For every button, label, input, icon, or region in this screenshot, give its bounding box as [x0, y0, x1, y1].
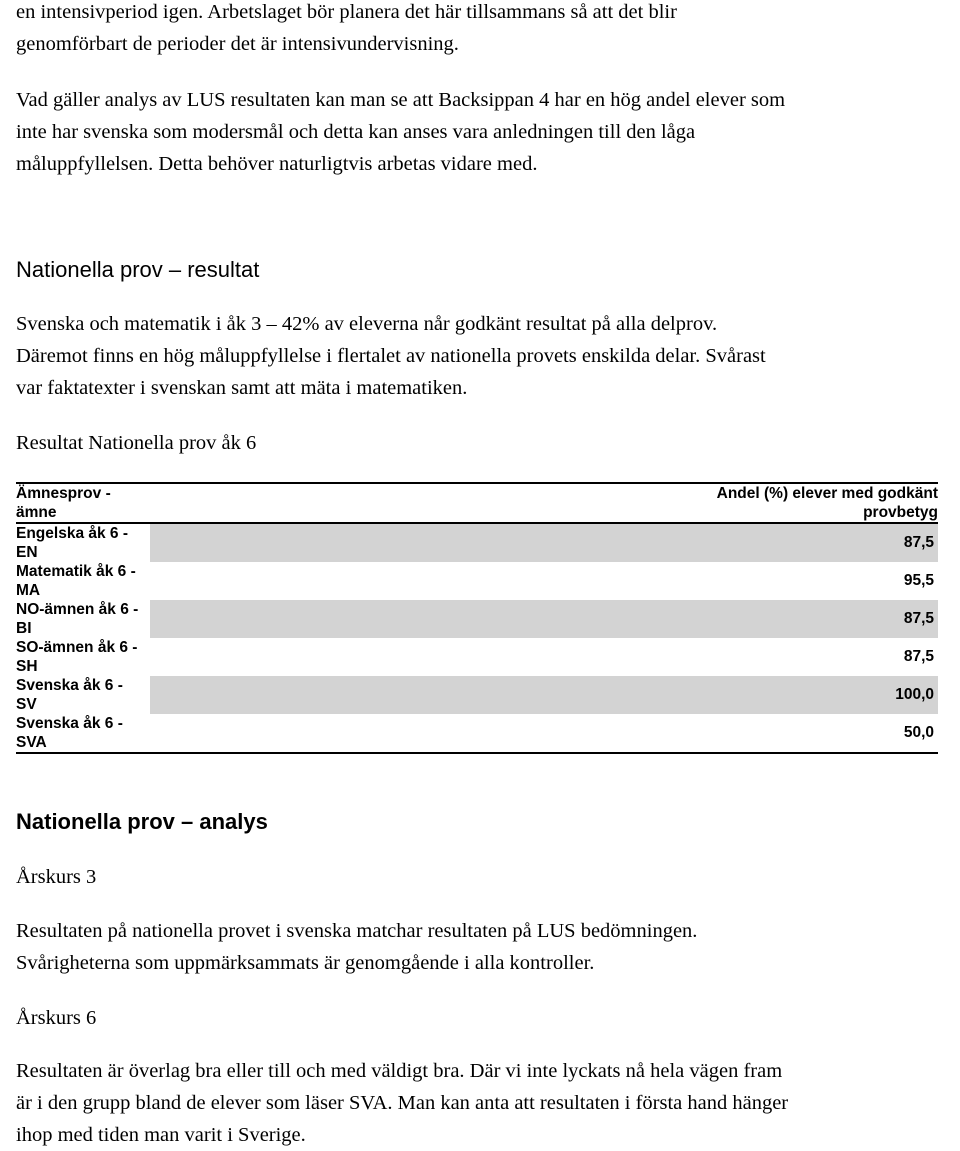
national-analysis-heading: Nationella prov – analys	[16, 809, 268, 834]
results-table	[16, 482, 938, 754]
row-value: 87,5	[903, 534, 934, 551]
row-subject: Svenska åk 6 - SV	[16, 677, 123, 713]
intro-line-2: genomförbart de perioder det är intensivundervisning.	[16, 33, 459, 55]
table-row	[16, 676, 938, 714]
lus-line-2: inte har svenska som modersmål och detta kan anses vara anledningen till den låga	[16, 121, 696, 143]
grade6-line-1: Resultaten är överlag bra eller till och med väldigt bra. Där vi inte lyckats nå hela vägen fram	[16, 1060, 783, 1082]
table-caption: Resultat Nationella prov åk 6	[16, 432, 257, 454]
row-subject: Engelska åk 6 - EN	[16, 525, 129, 561]
lus-analysis-paragraph	[16, 84, 954, 180]
table-row	[16, 600, 938, 638]
row-value: 95,5	[903, 572, 934, 589]
grade3-title: Årskurs 3	[16, 866, 97, 888]
lus-line-3: måluppfyllelsen. Detta behöver naturligtvis arbetas vidare med.	[16, 153, 538, 175]
table-row	[16, 638, 938, 676]
row-value: 87,5	[903, 610, 934, 627]
grade3-line-2: Svårigheterna som uppmärksammats är genomgående i alla kontroller.	[16, 952, 595, 974]
header-subject: Ämnesprov - ämne	[16, 485, 111, 521]
grade6-line-3: ihop med tiden man varit i Sverige.	[16, 1124, 306, 1146]
row-value: 50,0	[903, 724, 934, 741]
national-results-paragraph	[16, 308, 954, 404]
lus-line-1: Vad gäller analys av LUS resultaten kan man se att Backsippan 4 har en hög andel elever som	[16, 89, 786, 111]
header-value	[168, 483, 938, 523]
results-line-1: Svenska och matematik i åk 3 – 42% av eleverna når godkänt resultat på alla delprov.	[16, 313, 718, 335]
table-header-row	[16, 483, 938, 523]
grade6-title: Årskurs 6	[16, 1007, 97, 1029]
grade6-line-2: är i den grupp bland de elever som läser SVA. Man kan anta att resultaten i första hand hänger	[16, 1092, 789, 1114]
results-line-2: Däremot finns en hög måluppfyllelse i flertalet av nationella provets enskilda delar. Svårast	[16, 345, 766, 367]
row-value: 87,5	[903, 648, 934, 665]
table-row	[16, 523, 938, 562]
intro-paragraph	[16, 0, 954, 60]
row-subject: Svenska åk 6 - SVA	[16, 715, 123, 751]
grade3-line-1: Resultaten på nationella provet i svenska matchar resultaten på LUS bedömningen.	[16, 920, 698, 942]
national-results-heading: Nationella prov – resultat	[16, 257, 260, 282]
grade3-paragraph	[16, 915, 954, 979]
header-value-label: Andel (%) elever med godkänt provbetyg	[716, 485, 938, 521]
row-value: 100,0	[895, 686, 934, 703]
results-line-3: var faktatexter i svenskan samt att mäta i matematiken.	[16, 377, 468, 399]
intro-line-1: en intensivperiod igen. Arbetslaget bör planera det här tillsammans så att det blir	[16, 1, 677, 23]
table-body	[16, 523, 938, 753]
grade6-paragraph	[16, 1055, 954, 1151]
row-subject: SO-ämnen åk 6 - SH	[16, 639, 138, 675]
table-row	[16, 562, 938, 600]
table-row	[16, 714, 938, 753]
row-subject: Matematik åk 6 - MA	[16, 563, 136, 599]
row-subject: NO-ämnen åk 6 - BI	[16, 601, 139, 637]
